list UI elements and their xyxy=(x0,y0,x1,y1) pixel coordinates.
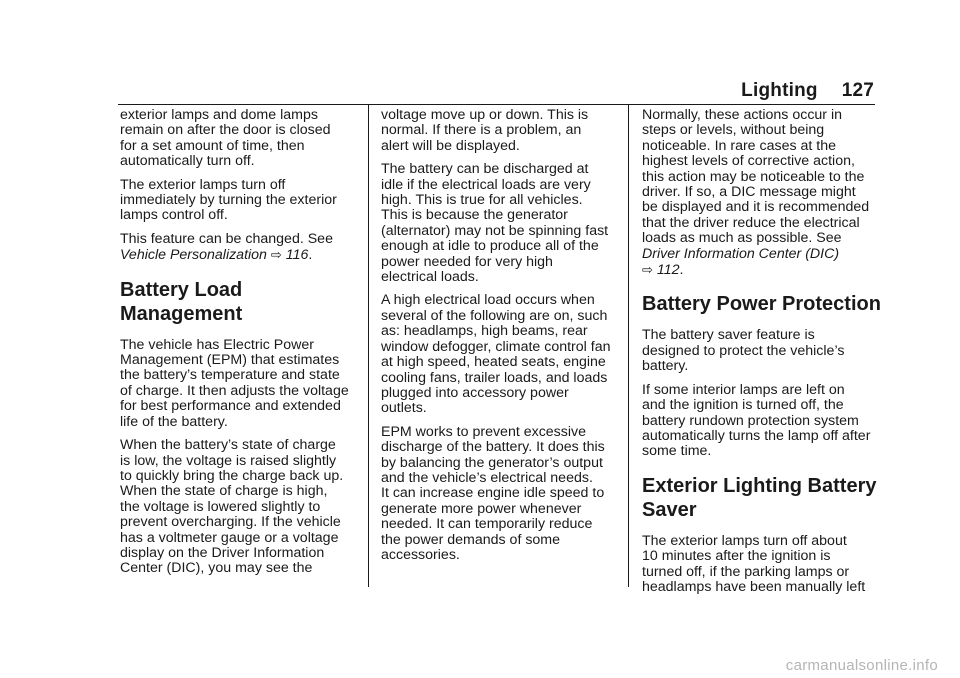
paragraph: A high electrical load occurs when several of the following are on, such as: headlamps, high beams, rear window defogger, climate control fan at high speed, heated seats, engine cooling fans, trailer loads, and loads plugged into accessory power outlets. xyxy=(381,292,611,417)
paragraph-end: . xyxy=(679,262,684,279)
paragraph: exterior lamps and dome lamps remain on after the door is closed for a set amount of time, then automatically turn off. xyxy=(120,107,331,170)
paragraph: If some interior lamps are left on and the ignition is turned off, the battery rundown protection system automatically turns the lamp off after some time. xyxy=(642,381,871,460)
column-divider-1 xyxy=(368,104,369,587)
header-rule xyxy=(118,104,875,105)
page-arrow-icon: ⇨ xyxy=(642,262,653,278)
paragraph: EPM works to prevent excessive discharge of the battery. It does this by balancing the generator’s output and the vehicle’s electrical needs. It can increase engine idle speed to generate more power whenever needed. It can temporarily reduce the power demands of some accessories. xyxy=(381,423,605,563)
watermark: carmanualsonline.info xyxy=(785,657,938,674)
page-number: 127 xyxy=(841,80,874,101)
reference-title: Driver Information Center (DIC) xyxy=(642,245,840,262)
column-divider-2 xyxy=(628,104,629,587)
paragraph-with-reference xyxy=(120,232,360,264)
heading-battery-power-protection: Battery Power Protection xyxy=(642,293,881,316)
paragraph: The exterior lamps turn off immediately by turning the exterior lamps control off. xyxy=(120,176,337,224)
reference-page: 116 xyxy=(285,247,309,264)
paragraph: The vehicle has Electric Power Management (EPM) that estimates the battery’s temperature and state of charge. It then adjusts the voltage for best performance and extended life of the battery. xyxy=(120,336,349,430)
heading-exterior-lighting-battery-saver: Exterior Lighting Battery Saver xyxy=(642,474,877,521)
paragraph: voltage move up or down. This is normal. If there is a problem, an alert will be displayed. xyxy=(381,107,589,154)
reference-title: Vehicle Personalization xyxy=(120,247,267,264)
page-arrow-icon: ⇨ xyxy=(270,247,282,263)
paragraph-text: This feature can be changed. See xyxy=(120,230,333,247)
column-1 xyxy=(120,108,360,585)
cross-reference-link[interactable] xyxy=(642,246,839,278)
page-header xyxy=(741,80,874,102)
paragraph: The exterior lamps turn off about 10 minutes after the ignition is turned off, if the parking lamps or headlamps have been manually left xyxy=(642,532,866,595)
section-title: Lighting xyxy=(741,80,818,101)
paragraph: When the battery’s state of charge is low, the voltage is raised slightly to quickly bring the charge back up. When the state of charge is high, the voltage is lowered slightly to prevent overcharging. If the vehicle has a voltmeter gauge or a voltage display on the Driver Information Center (DIC), you may see the xyxy=(120,437,344,577)
column-2 xyxy=(381,108,619,571)
heading-battery-load-management: Battery Load Management xyxy=(120,278,243,325)
cross-reference-link[interactable] xyxy=(120,247,308,263)
paragraph-end: . xyxy=(308,247,313,264)
paragraph: The battery can be discharged at idle if the electrical loads are very high. This is true for all vehicles. This is because the generator (alternator) may not be spinning fast enough at idle to produce all of the power needed for very high electrical loads. xyxy=(381,161,609,286)
paragraph: The battery saver feature is designed to protect the vehicle’s battery. xyxy=(642,327,845,375)
column-3 xyxy=(642,108,882,603)
paragraph-text: Normally, these actions occur in steps or levels, without being noticeable. In rare cases at the highest levels of corrective action, this action may be noticeable to the driver. If so, a DIC message might be displayed and it is recommended that the driver reduce the electrical loads as much as possible. See xyxy=(642,107,870,247)
reference-page: 112 xyxy=(656,262,680,279)
paragraph-with-reference xyxy=(642,108,882,278)
